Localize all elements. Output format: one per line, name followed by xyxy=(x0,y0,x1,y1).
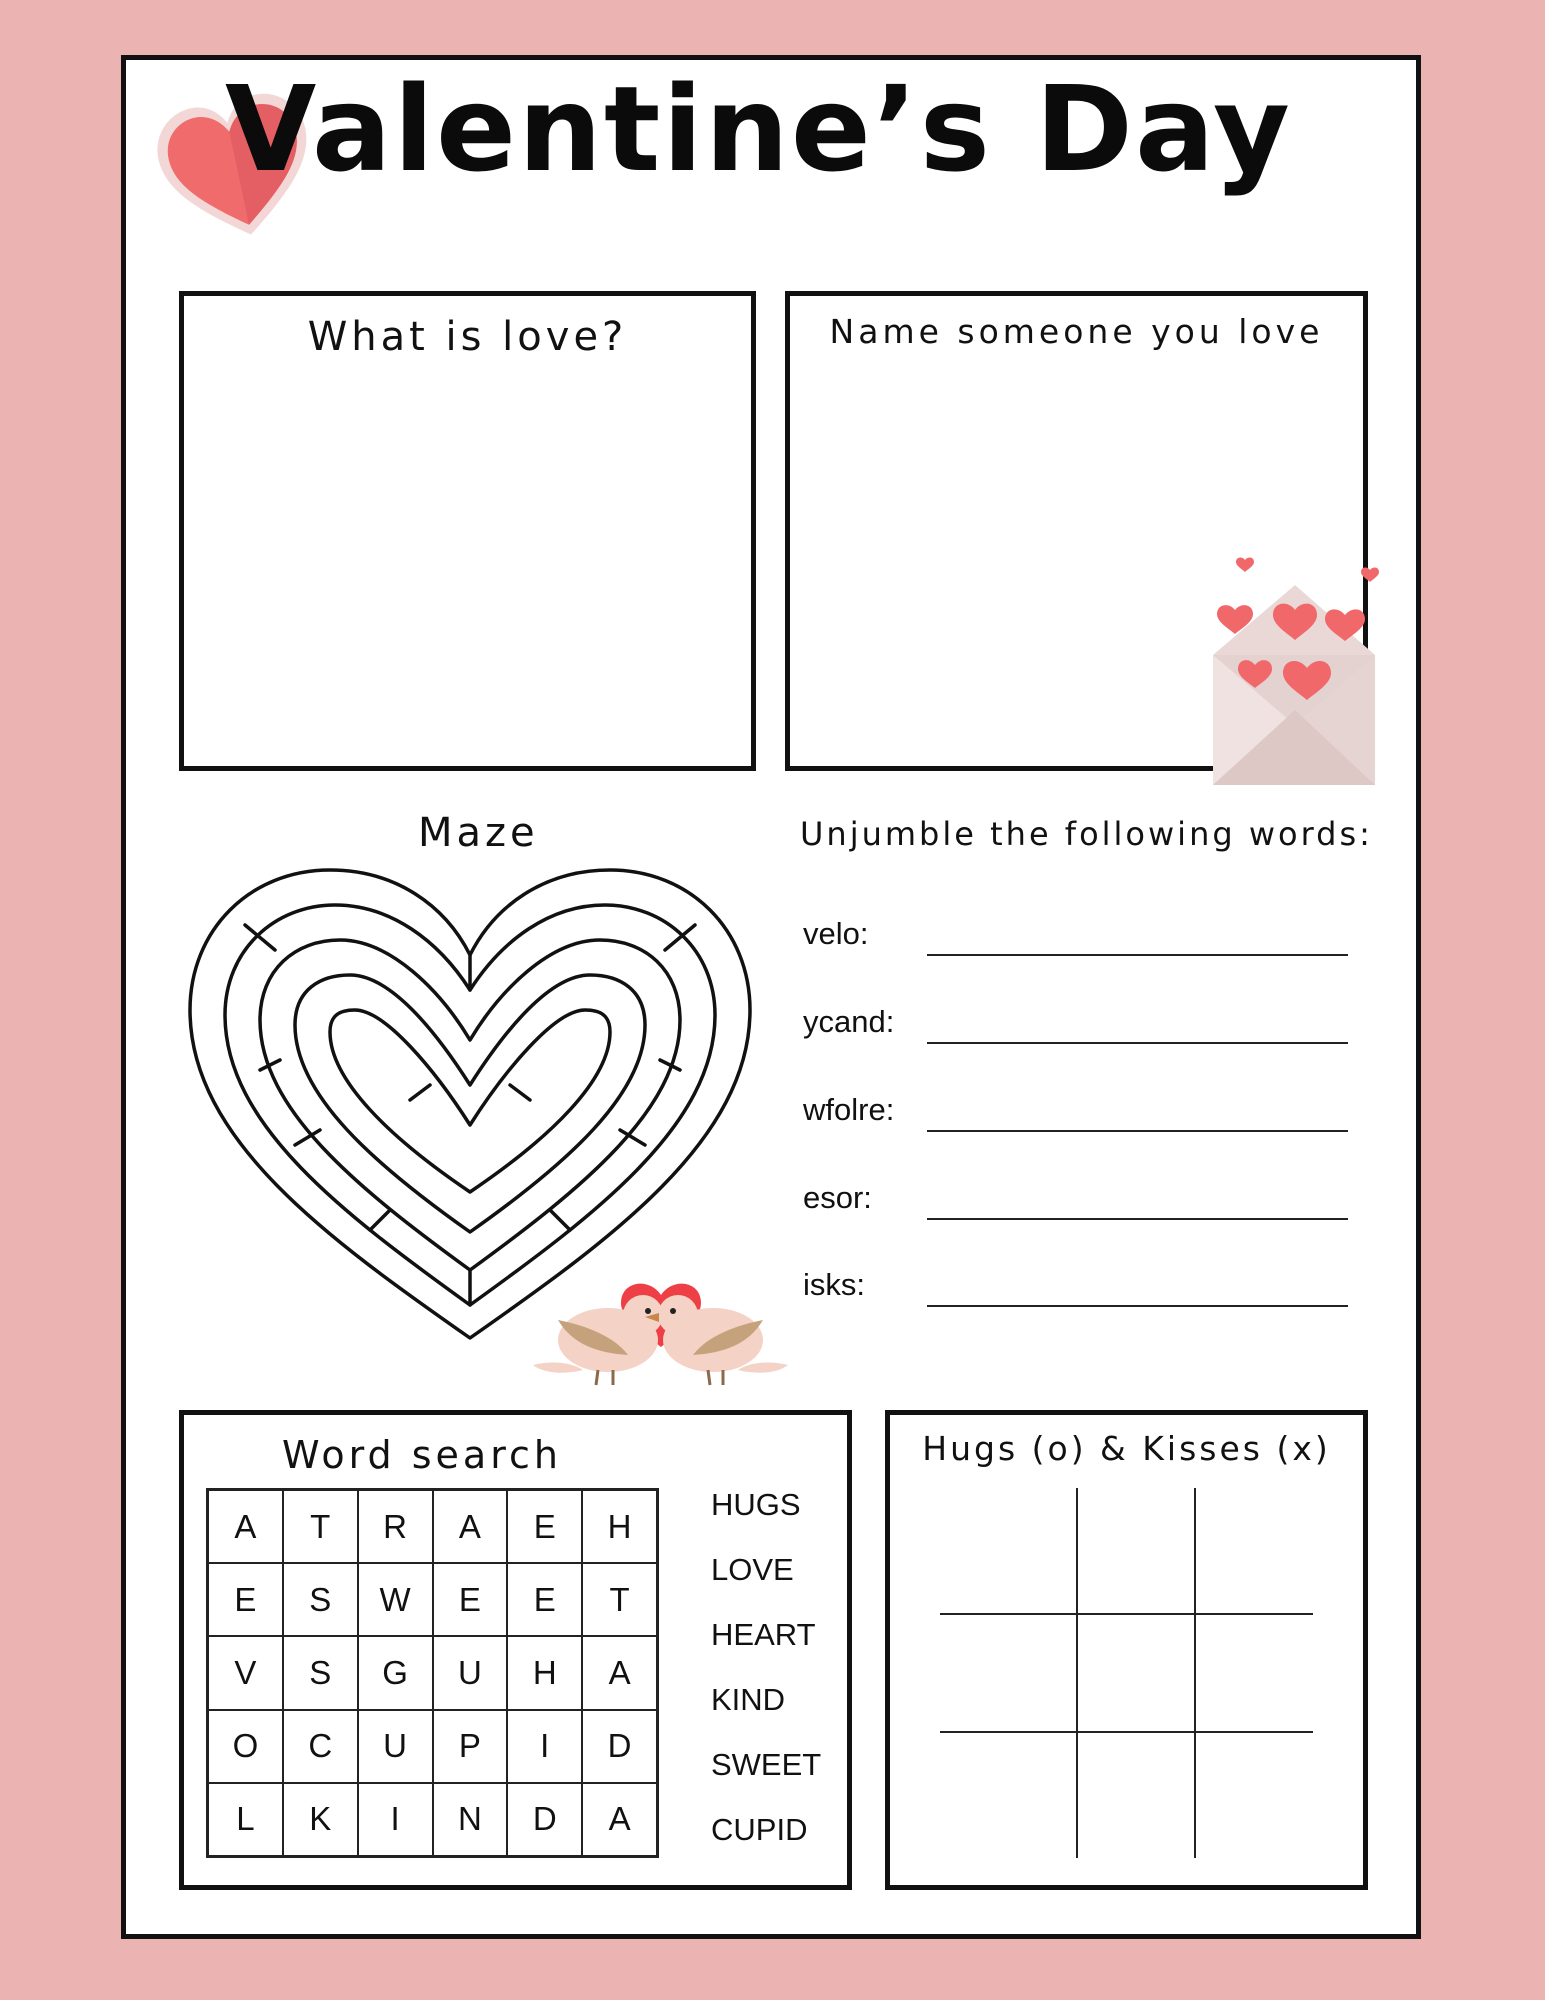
jumbled-word: wfolre: xyxy=(803,1092,895,1127)
what-is-love-label: What is love? xyxy=(307,314,628,360)
grid-cell[interactable]: A xyxy=(433,1490,508,1563)
grid-line xyxy=(1194,1488,1196,1858)
answer-line[interactable] xyxy=(927,1218,1348,1220)
word-list-item: CUPID xyxy=(711,1812,808,1847)
grid-cell[interactable]: H xyxy=(507,1636,582,1709)
grid-cell[interactable]: R xyxy=(358,1490,433,1563)
grid-cell[interactable]: H xyxy=(582,1490,657,1563)
grid-cell[interactable]: D xyxy=(507,1783,582,1856)
word-list-item: LOVE xyxy=(711,1552,794,1587)
grid-cell[interactable]: E xyxy=(507,1563,582,1636)
grid-cell[interactable]: E xyxy=(433,1563,508,1636)
grid-cell[interactable]: A xyxy=(582,1783,657,1856)
grid-cell[interactable]: K xyxy=(283,1783,358,1856)
maze-label: Maze xyxy=(418,810,539,856)
answer-line[interactable] xyxy=(927,1305,1348,1307)
grid-cell[interactable]: S xyxy=(283,1636,358,1709)
jumbled-word: velo: xyxy=(803,916,869,951)
grid-line xyxy=(1076,1488,1078,1858)
love-birds-icon xyxy=(528,1235,793,1395)
unjumble-row xyxy=(803,1092,1348,1132)
answer-line[interactable] xyxy=(927,954,1348,956)
grid-cell[interactable]: U xyxy=(358,1710,433,1783)
word-list xyxy=(711,1483,831,1873)
word-list-item: HUGS xyxy=(711,1487,801,1522)
envelope-hearts-icon xyxy=(1195,550,1395,795)
unjumble-heading: Unjumble the following words: xyxy=(800,815,1373,853)
jumbled-word: isks: xyxy=(803,1267,865,1302)
grid-cell[interactable]: G xyxy=(358,1636,433,1709)
page-title: Valentine’s Day xyxy=(225,60,1292,198)
unjumble-row xyxy=(803,916,1348,956)
answer-line[interactable] xyxy=(927,1130,1348,1132)
grid-cell[interactable]: N xyxy=(433,1783,508,1856)
unjumble-row xyxy=(803,1180,1348,1220)
word-search-label: Word search xyxy=(282,1433,562,1477)
grid-cell[interactable]: L xyxy=(208,1783,283,1856)
name-someone-label: Name someone you love xyxy=(829,312,1324,351)
grid-line xyxy=(940,1613,1313,1615)
grid-cell[interactable]: A xyxy=(582,1636,657,1709)
jumbled-word: esor: xyxy=(803,1180,872,1215)
tic-tac-toe-grid[interactable] xyxy=(940,1488,1313,1858)
grid-cell[interactable]: O xyxy=(208,1710,283,1783)
grid-cell[interactable]: U xyxy=(433,1636,508,1709)
word-list-item: KIND xyxy=(711,1682,786,1717)
word-search-grid[interactable] xyxy=(206,1488,659,1858)
word-list-item: SWEET xyxy=(711,1747,822,1782)
what-is-love-box[interactable] xyxy=(179,291,756,771)
grid-cell[interactable]: W xyxy=(358,1563,433,1636)
grid-cell[interactable]: D xyxy=(582,1710,657,1783)
hugs-kisses-label: Hugs (o) & Kisses (x) xyxy=(922,1429,1331,1468)
grid-cell[interactable]: I xyxy=(507,1710,582,1783)
grid-cell[interactable]: C xyxy=(283,1710,358,1783)
grid-cell[interactable]: E xyxy=(507,1490,582,1563)
unjumble-row xyxy=(803,1004,1348,1044)
grid-cell[interactable]: E xyxy=(208,1563,283,1636)
jumbled-word: ycand: xyxy=(803,1004,895,1039)
grid-cell[interactable]: T xyxy=(582,1563,657,1636)
word-list-item: HEART xyxy=(711,1617,816,1652)
grid-cell[interactable]: P xyxy=(433,1710,508,1783)
grid-cell[interactable]: S xyxy=(283,1563,358,1636)
grid-cell[interactable]: T xyxy=(283,1490,358,1563)
unjumble-row xyxy=(803,1267,1348,1307)
grid-cell[interactable]: A xyxy=(208,1490,283,1563)
grid-cell[interactable]: I xyxy=(358,1783,433,1856)
answer-line[interactable] xyxy=(927,1042,1348,1044)
grid-line xyxy=(940,1731,1313,1733)
grid-cell[interactable]: V xyxy=(208,1636,283,1709)
